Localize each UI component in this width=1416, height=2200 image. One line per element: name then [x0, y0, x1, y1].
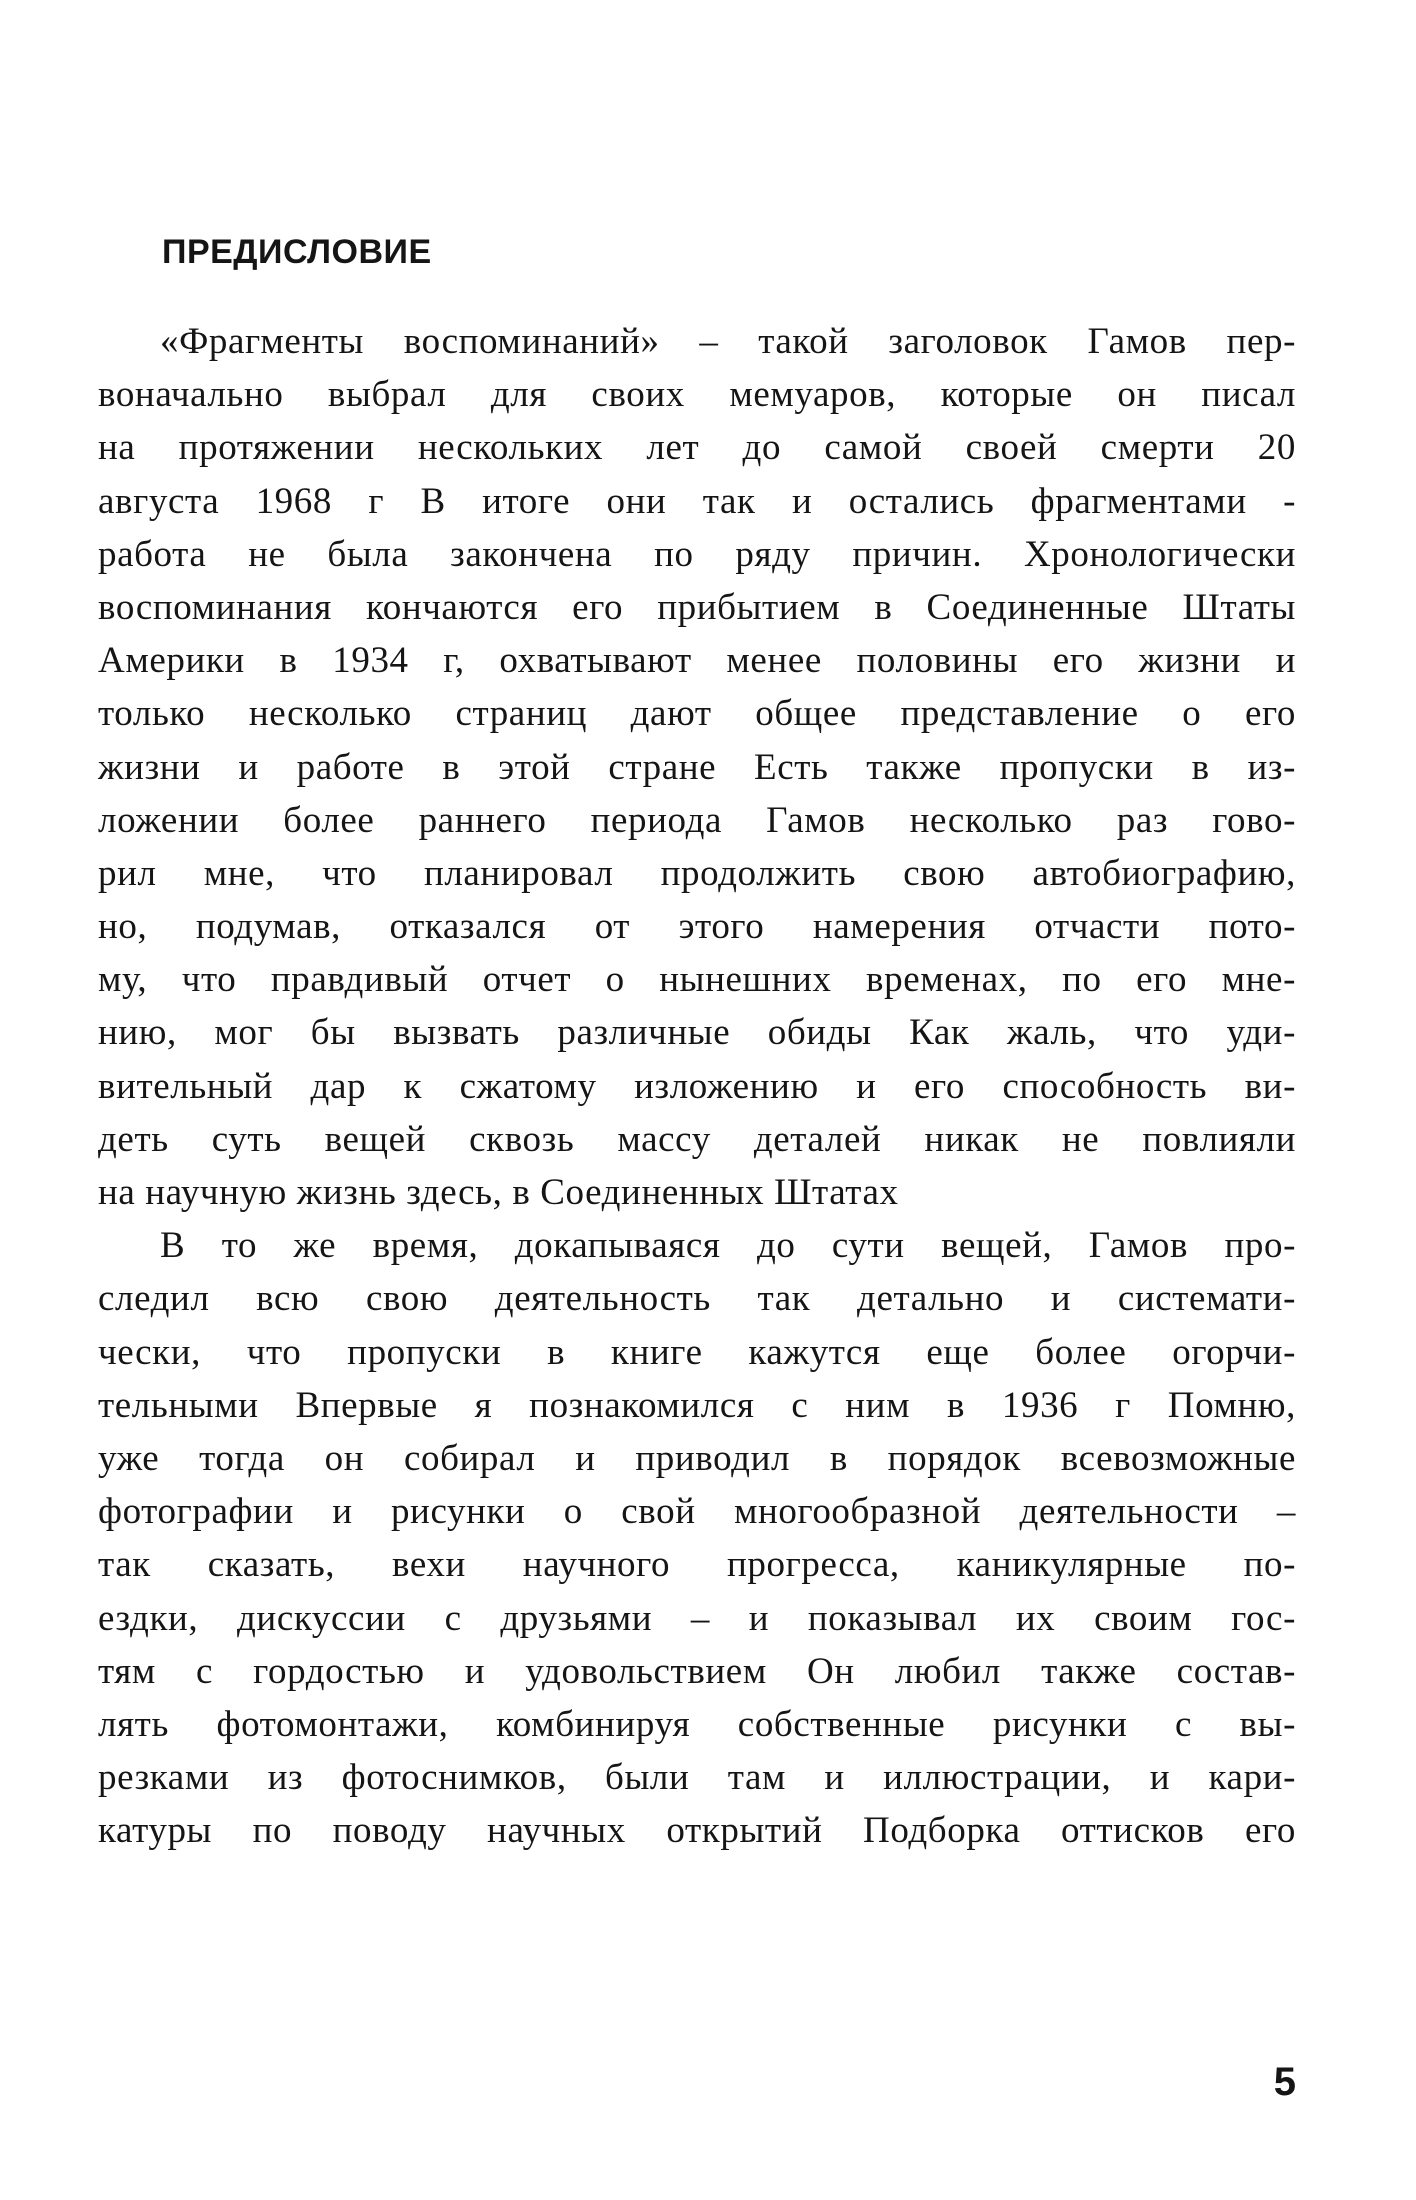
text-line: резками из фотоснимков, были там и иллюстрации, и кари-	[98, 1757, 1296, 1799]
text-line: му, что правдивый отчет о нынешних временах, по его мне-	[98, 959, 1296, 1001]
text-line: деть суть вещей сквозь массу деталей никак не повлияли	[98, 1118, 1296, 1160]
text-line: ездки, дискуссии с друзьями – и показывал их своим гос-	[98, 1597, 1296, 1639]
body-text	[98, 315, 1296, 1857]
text-line: катуры по поводу научных открытий Подборка оттисков его	[98, 1810, 1296, 1852]
text-line: уже тогда он собирал и приводил в порядок всевозможные	[98, 1437, 1296, 1479]
text-line: но, подумав, отказался от этого намерения отчасти пото-	[98, 906, 1296, 948]
text-line: лять фотомонтажи, комбинируя собственные рисунки с вы-	[98, 1703, 1296, 1745]
text-line: так сказать, вехи научного прогресса, каникулярные по-	[98, 1544, 1296, 1586]
text-line: августа 1968 г В итоге они так и остались фрагментами -	[98, 480, 1296, 522]
text-line: «Фрагменты воспоминаний» – такой заголовок Гамов пер-	[160, 321, 1296, 362]
text-line: жизни и работе в этой стране Есть также пропуски в из-	[98, 746, 1296, 788]
text-line: В то же время, докапываяся до сути вещей, Гамов про-	[160, 1225, 1296, 1267]
paragraph-1	[98, 315, 1296, 1219]
text-line: работа не была закончена по ряду причин. Хронологически	[98, 533, 1296, 575]
text-line: воспоминания кончаются его прибытием в Соединенные Штаты	[98, 586, 1296, 628]
section-heading: ПРЕДИСЛОВИЕ	[162, 233, 432, 271]
text-line: Америки в 1934 г, охватывают менее половины его жизни и	[98, 640, 1296, 682]
paragraph-2	[98, 1219, 1296, 1857]
text-line: нию, мог бы вызвать различные обиды Как жаль, что уди-	[98, 1012, 1296, 1054]
text-line: только несколько страниц дают общее представление о его	[98, 693, 1296, 735]
text-line: чески, что пропуски в книге кажутся еще более огорчи-	[98, 1331, 1296, 1373]
text-line: на протяжении нескольких лет до самой своей смерти 20	[98, 427, 1296, 469]
text-line: на научную жизнь здесь, в Соединенных Штатах	[98, 1172, 899, 1213]
text-line: ложении более раннего периода Гамов несколько раз гово-	[98, 799, 1296, 841]
page-number: 5	[1273, 2060, 1296, 2104]
text-line: фотографии и рисунки о свой многообразной деятельности –	[98, 1491, 1296, 1533]
text-line: тям с гордостью и удовольствием Он любил также состав-	[98, 1650, 1296, 1692]
text-line: рил мне, что планировал продолжить свою автобиографию,	[98, 852, 1296, 894]
text-line: воначально выбрал для своих мемуаров, которые он писал	[98, 374, 1296, 416]
text-line: вительный дар к сжатому изложению и его способность ви-	[98, 1065, 1296, 1107]
text-line: тельными Впервые я познакомился с ним в 1936 г Помню,	[98, 1384, 1296, 1426]
text-line: следил всю свою деятельность так детально и системати-	[98, 1278, 1296, 1320]
